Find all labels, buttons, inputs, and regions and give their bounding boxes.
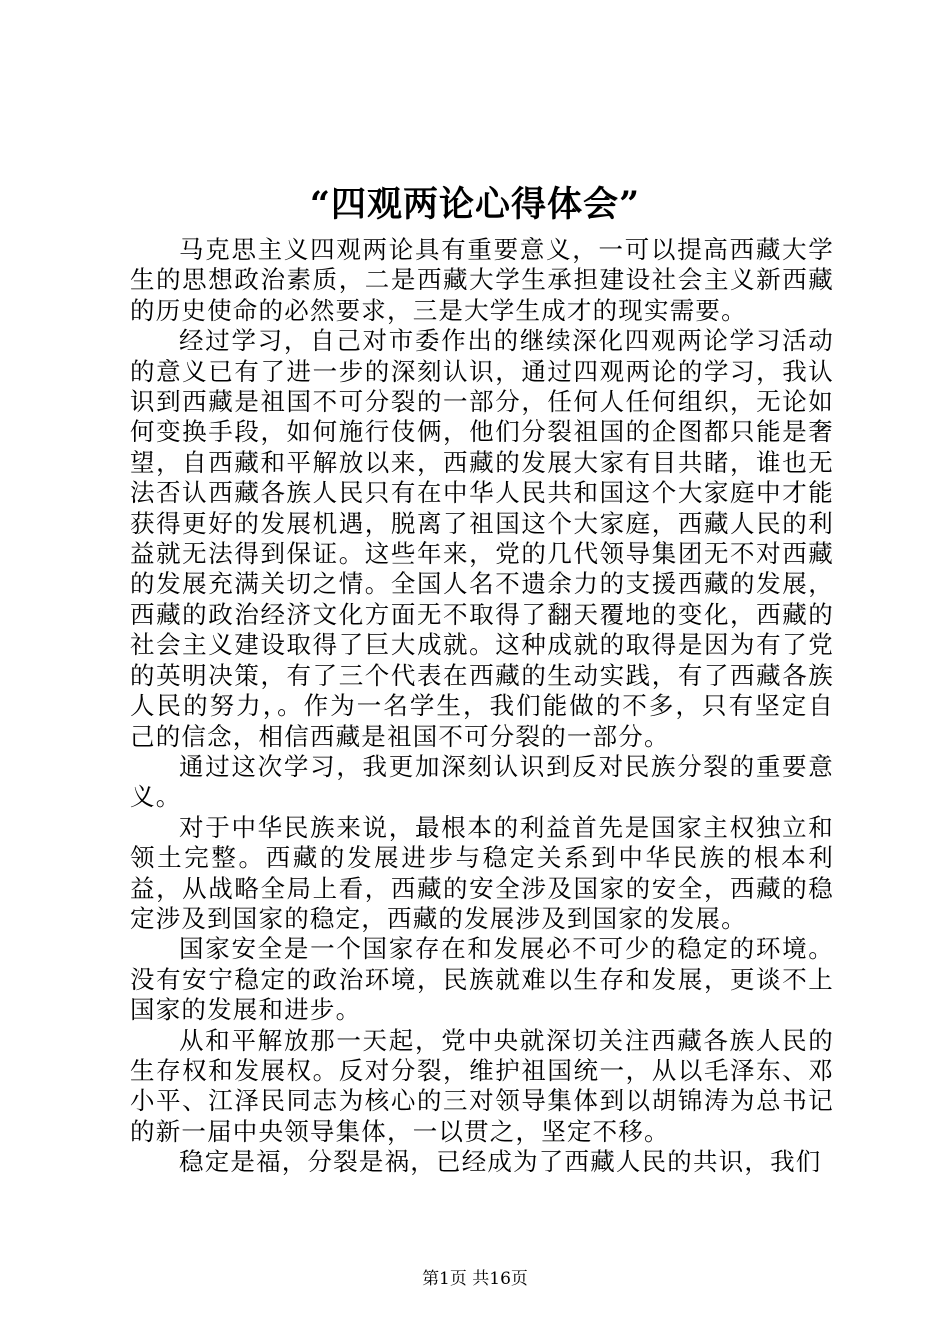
page-number-footer: 第1页 共16页 xyxy=(422,1269,528,1289)
paragraph-6: 从和平解放那一天起，党中央就深切关注西藏各族人民的生存权和发展权。反对分裂，维护祖国统一，从以毛泽东、邓小平、江泽民同志为核心的三对领导集体到以胡锦涛为总书记的新一届中央领导集体，一以贯之，坚定不移。 xyxy=(130,1025,834,1146)
paragraph-5: 国家安全是一个国家存在和发展必不可少的稳定的环境。没有安宁稳定的政治环境，民族就难以生存和发展，更谈不上国家的发展和进步。 xyxy=(130,934,834,1025)
paragraph-3: 通过这次学习，我更加深刻认识到反对民族分裂的重要意义。 xyxy=(130,751,834,812)
document-title: “四观两论心得体会” xyxy=(309,184,641,225)
document-body xyxy=(130,235,834,1178)
paragraph-4: 对于中华民族来说，最根本的利益首先是国家主权独立和领土完整。西藏的发展进步与稳定关系到中华民族的根本利益，从战略全局上看，西藏的安全涉及国家的安全，西藏的稳定涉及到国家的稳定，西藏的发展涉及到国家的发展。 xyxy=(130,812,834,933)
paragraph-2: 经过学习，自己对市委作出的继续深化四观两论学习活动的意义已有了进一步的深刻认识，通过四观两论的学习，我认识到西藏是祖国不可分裂的一部分，任何人任何组织，无论如何变换手段，如何施行伎俩，他们分裂祖国的企图都只能是奢望，自西藏和平解放以来，西藏的发展大家有目共睹，谁也无法否认西藏各族人民只有在中华人民共和国这个大家庭中才能获得更好的发展机遇，脱离了祖国这个大家庭，西藏人民的利益就无法得到保证。这些年来，党的几代领导集团无不对西藏的发展充满关切之情。全国人名不遗余力的支援西藏的发展，西藏的政治经济文化方面无不取得了翻天覆地的变化，西藏的社会主义建设取得了巨大成就。这种成就的取得是因为有了党的英明决策，有了三个代表在西藏的生动实践，有了西藏各族人民的努力，。作为一名学生，我们能做的不多，只有坚定自己的信念，相信西藏是祖国不可分裂的一部分。 xyxy=(130,326,834,751)
paragraph-7: 稳定是福，分裂是祸，已经成为了西藏人民的共识，我们 xyxy=(179,1147,822,1177)
paragraph-1: 马克思主义四观两论具有重要意义，一可以提高西藏大学生的思想政治素质，二是西藏大学生承担建设社会主义新西藏的历史使命的必然要求，三是大学生成才的现实需要。 xyxy=(130,235,834,325)
